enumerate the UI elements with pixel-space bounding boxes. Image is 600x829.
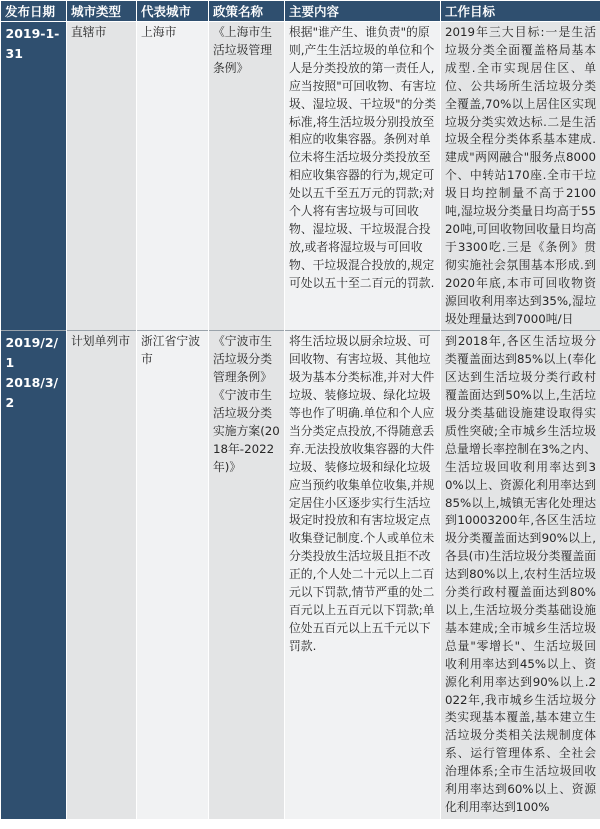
date-line: 31 [5, 46, 23, 61]
cell-content: 根据"谁产生、谁负责"的原则,产生生活垃圾的单位和个人是分类投放的第一责任人,应当按照"可回收物、有害垃圾、湿垃圾、干垃圾"的分类标准,将生活垃圾分别投放至相应的收集容器。条例对单位未将生活垃圾分类投放至相应收集容器的行为,规定可处以五千至五万元的罚款;对个人将有害垃圾与可回收物、湿垃圾、干垃圾混合投放,或者将湿垃圾与可回收物、干垃圾混合投放的,规定可处以五十至二百元的罚款. [285, 22, 441, 331]
cell-city: 上海市 [137, 22, 209, 331]
date-line: 2019-1- [5, 26, 60, 41]
cell-goal: 2019年三大目标:一是生活垃圾分类全面覆盖格局基本成型.全市实现居住区、单位、公共场所生活垃圾分类全覆盖,70%以上居住区实现垃圾分类实效达标.二是生活垃圾全程分类体系基本建成.建成"两网融合"服务点8000个、中转站170座.全市干垃圾日均控制量不高于2100吨,湿垃圾分类量日均高于5520吨,可回收物回收量日均高于3300吃.三是《条例》贯彻实施社会氛围基本形成.到2020年底,本市可回收物资源回收利用率达到35%,湿垃圾处理量达到7000吨/日 [441, 22, 600, 331]
cell-city: 浙江省宁波市 [137, 331, 209, 820]
cell-policy: 《上海市生活垃圾管理条例》 [209, 22, 285, 331]
header-city: 代表城市 [137, 1, 209, 22]
header-goal: 工作目标 [441, 1, 600, 22]
cell-content: 将生活垃圾以厨余垃圾、可回收物、有害垃圾、其他垃圾为基本分类标准,并对大件垃圾、装修垃圾、绿化垃圾等也作了明确.单位和个人应当分类定点投放,不得随意丢弃.无法投放收集容器的大件垃圾、装修垃圾和绿化垃圾应当预约收集单位收集,并规定居住小区逐步实行生活垃圾定时投放和有害垃圾定点收集登记制度.个人或单位未分类投放生活垃圾且拒不改正的,个人处二十元以上二百元以下罚款,情节严重的处二百元以上五百元以下罚款;单位处五百元以上五千元以下罚款. [285, 331, 441, 820]
cell-goal: 到2018年,各区生活垃圾分类覆盖面达到85%以上(奉化区达到生活垃圾分类行政村覆盖面达到50%以上,生活垃圾分类基础设施建设取得实质性突破;全市城乡生活垃圾总量增长率控制在3%之内、生活垃圾回收利用率达到30%以上、资源化利用率达到85%以上,城镇无害化处理达到10003200年,各区生活垃圾分类覆盖面达到90%以上,各县(市)生活垃圾分类覆盖面达到80%以上,农村生活垃圾分类行政村覆盖面达到80%以上,生活垃圾分类基础设施基本建成;全市城乡生活垃圾总量"零增长"、生活垃圾回收利用率达到45%以上、资源化利用率达到90%以上.2022年,我市城乡生活垃圾分类实现基本覆盖,基本建立生活垃圾分类相关法规制度体系、运行管理体系、全社会治理体系;全市生活垃圾回收利用率达到60%以上、资源化利用率达到100% [441, 331, 600, 820]
cell-date [1, 22, 67, 331]
cell-city-type: 直辖市 [67, 22, 137, 331]
header-row [1, 1, 600, 22]
cell-date [1, 331, 67, 820]
table-row [1, 22, 600, 331]
header-content: 主要内容 [285, 1, 441, 22]
header-date: 发布日期 [1, 1, 67, 22]
cell-city-type: 计划单列市 [67, 331, 137, 820]
table-row [1, 331, 600, 820]
cell-policy: 《宁波市生活垃圾分类管理条例》《宁波市生活垃圾分类实施方案(2018年-2022年)》 [209, 331, 285, 820]
header-policy: 政策名称 [209, 1, 285, 22]
date-line: 2018/3/2 [5, 375, 59, 411]
date-line: 2019/2/1 [5, 335, 59, 371]
header-city-type: 城市类型 [67, 1, 137, 22]
